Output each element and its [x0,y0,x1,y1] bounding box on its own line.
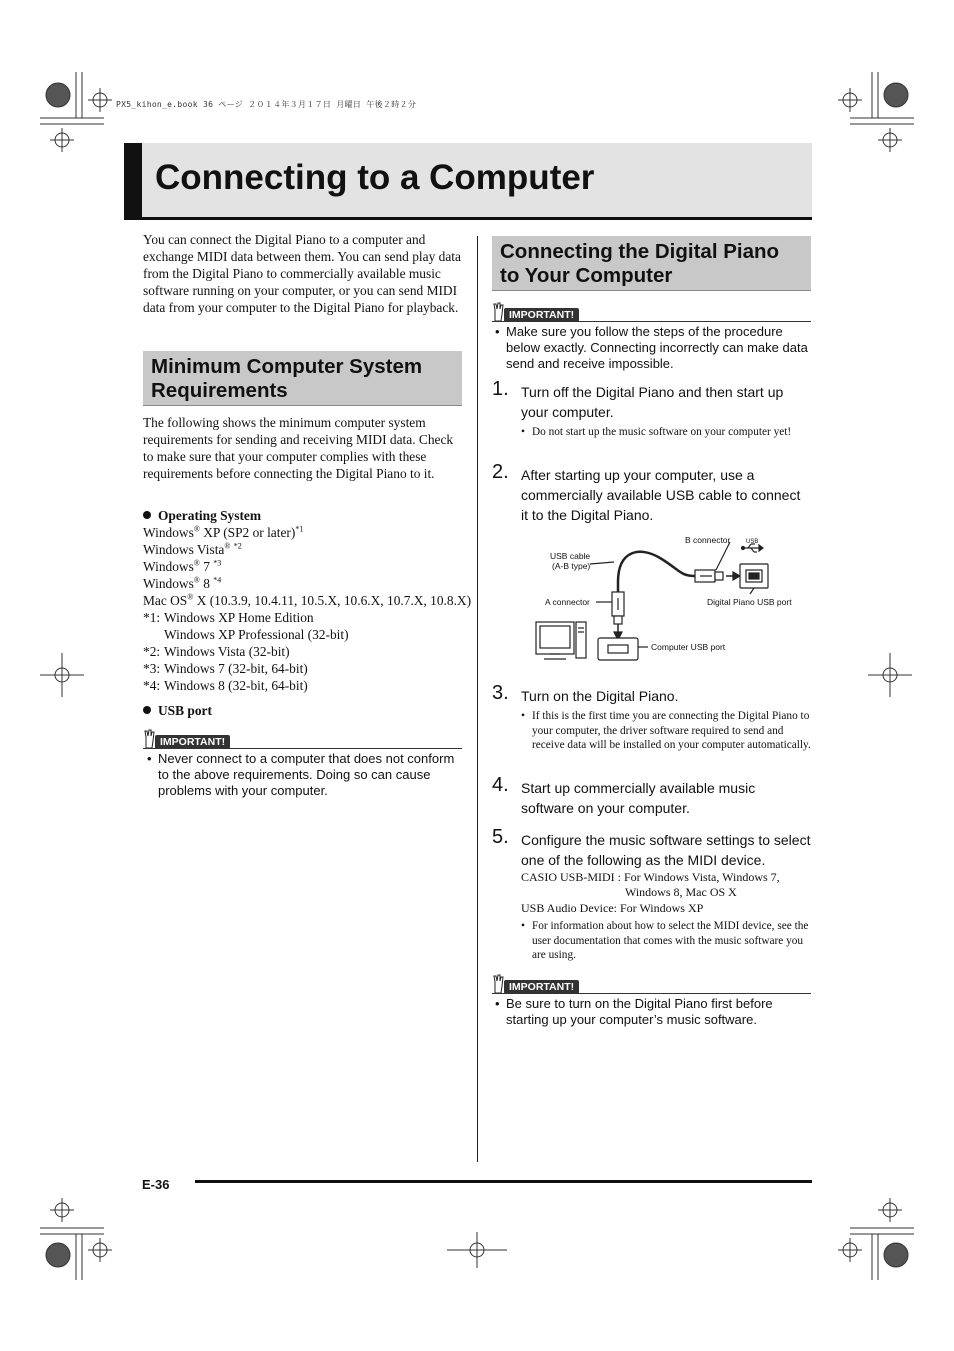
step-5-note: • For information about how to select the MIDI device, see the user documentation that comes with the music software you are using. [521,919,811,963]
b-connector-label: B connector [685,535,731,545]
step-2-text: After starting up your computer, use a commercially available USB cable to connect it to the Digital Piano. [521,467,801,523]
note-key: *1: [143,610,161,625]
piano-port-label: Digital Piano USB port [707,597,792,607]
os-footnote-ref: *1 [295,524,304,534]
step-5-text: Configure the music software settings to select one of the following as the MIDI device. [521,832,811,868]
os-note [143,677,473,694]
note-text: Windows 8 (32-bit, 64-bit) [164,678,308,693]
os-notes [143,609,473,694]
important-banner-2 [492,305,811,323]
important-tag: IMPORTANT! [504,980,579,994]
os-label [143,507,473,524]
note-text: Windows XP Home Edition [164,610,314,625]
step-1-note: • Do not start up the music software on your computer yet! [521,426,792,438]
registered-mark: ® [224,541,231,551]
os-footnote-ref: *2 [233,541,242,551]
ab-type-label: (A-B type) [552,561,591,571]
step-4-text: Start up commercially available music software on your computer. [521,780,756,816]
important-text-3: • Be sure to turn on the Digital Piano first before starting up your computer’s music software. [495,996,805,1028]
note-key: *4: [143,678,161,693]
usb-symbol-label: USB [746,539,759,545]
os-name: Windows [143,525,194,540]
os-item [143,575,473,592]
step-3-note-body: If this is the first time you are connecting the Digital Piano to your computer, the driver software required to send and receive data will be installed on your computer automatically. [532,710,811,751]
step-1-note-body: Do not start up the music software on your computer yet! [532,426,792,438]
important-banner-1 [143,732,462,750]
connecting-heading [492,236,811,291]
os-note [143,626,473,643]
page-title: Connecting to a Computer [155,158,595,197]
registered-mark: ® [193,575,200,585]
os-name: Mac OS [143,593,188,608]
bullet-icon [143,511,151,519]
os-name: Windows [143,559,194,574]
registered-mark: ® [193,524,200,534]
title-accent-bar [124,143,142,220]
step-number: 1. [492,378,509,400]
usb-label [143,702,473,719]
a-connector-label: A connector [545,597,590,607]
note-key [143,626,164,643]
os-note [143,643,473,660]
header-meta: PX5_kihon_e.book 36 ページ ２０１４年３月１７日 月曜日 午後２時２分 [116,100,417,109]
hand-pointer-icon [143,729,155,749]
os-note [143,609,473,626]
page-number: E-36 [142,1177,170,1192]
step-number: 2. [492,461,509,483]
os-version: X (10.3.9, 10.4.11, 10.5.X, 10.6.X, 10.7.X, 10.8.X) [193,593,472,608]
midi-line-1: CASIO USB-MIDI : For Windows Vista, Windows 7, [521,870,780,884]
important-rule [492,321,811,322]
min-req-heading-line1: Minimum Computer System [151,355,423,378]
registered-mark: ® [193,558,200,568]
os-label-text: Operating System [158,508,262,523]
note-text: Windows Vista (32-bit) [164,644,290,659]
step-1-text: Turn off the Digital Piano and then start up your computer. [521,384,784,420]
bullet-icon [143,706,151,714]
os-item [143,592,473,609]
step-3-note: • If this is the first time you are connecting the Digital Piano to your computer, the driver software required to send and receive data will be installed on your computer automatically. [521,710,811,751]
column-divider [477,236,478,1162]
important-text-2-body: Make sure you follow the steps of the procedure below exactly. Connecting incorrectly can make data send and receive impossible. [506,324,808,371]
midi-device-list [521,870,811,916]
step-number: 5. [492,826,509,848]
step-number: 4. [492,774,509,796]
hand-pointer-icon [492,302,504,322]
os-version: XP (SP2 or later) [199,525,296,540]
important-tag: IMPORTANT! [155,735,230,749]
computer-port-label: Computer USB port [651,642,726,652]
midi-line-2: USB Audio Device: For Windows XP [521,901,704,915]
note-text: Windows 7 (32-bit, 64-bit) [164,661,308,676]
connecting-heading-line1: Connecting the Digital Piano [500,240,780,263]
registered-mark: ® [187,592,194,602]
os-section [143,507,473,719]
important-rule [143,748,462,749]
os-name: Windows [143,576,194,591]
os-item [143,558,473,575]
midi-line-1b: Windows 8, Mac OS X [625,884,737,899]
connecting-heading-line2: to Your Computer [500,264,673,287]
step-number: 3. [492,682,509,704]
important-text-3-body: Be sure to turn on the Digital Piano first before starting up your computer’s music software. [506,996,773,1027]
step-5-note-body: For information about how to select the MIDI device, see the user documentation that comes with the music software you are using. [532,920,809,961]
step-3-text: Turn on the Digital Piano. [521,688,679,704]
note-text: Windows XP Professional (32-bit) [164,627,349,642]
intro-paragraph: You can connect the Digital Piano to a computer and exchange MIDI data between them. You can send play data from the Digital Piano to commercially available music software running on your computer, or you can send MIDI data from your computer to the Digital Piano for playback. [143,232,461,315]
hand-pointer-icon [492,974,504,994]
os-footnote-ref: *4 [213,575,222,585]
usb-cable-label: USB cable [550,551,591,561]
min-req-heading-line2: Requirements [151,379,288,402]
note-key: *2: [143,644,161,659]
os-footnote-ref: *3 [213,558,222,568]
os-item [143,541,473,558]
min-req-paragraph: The following shows the minimum computer system requirements for sending and receiving MIDI data. Check to make sure that your computer complies with these requirements before connecting the Digital Piano to it. [143,415,454,481]
min-req-heading [143,351,462,406]
important-text-2: • Make sure you follow the steps of the procedure below exactly. Connecting incorrectly can make data send and receive impossible. [495,324,811,372]
os-version: 7 [199,559,214,574]
os-item [143,524,473,541]
usb-label-text: USB port [158,703,212,718]
os-version: 8 [199,576,214,591]
os-list [143,524,473,609]
important-text-1: • Never connect to a computer that does not conform to the above requirements. Doing so can cause problems with your computer. [147,751,459,799]
note-key: *3: [143,661,161,676]
important-tag: IMPORTANT! [504,308,579,322]
important-text-1-body: Never connect to a computer that does not conform to the above requirements. Doing so can cause problems with your computer. [158,751,455,798]
os-note [143,660,473,677]
important-rule [492,993,811,994]
os-name: Windows Vista [143,542,225,557]
important-banner-3 [492,977,811,995]
footer-rule [195,1180,812,1183]
